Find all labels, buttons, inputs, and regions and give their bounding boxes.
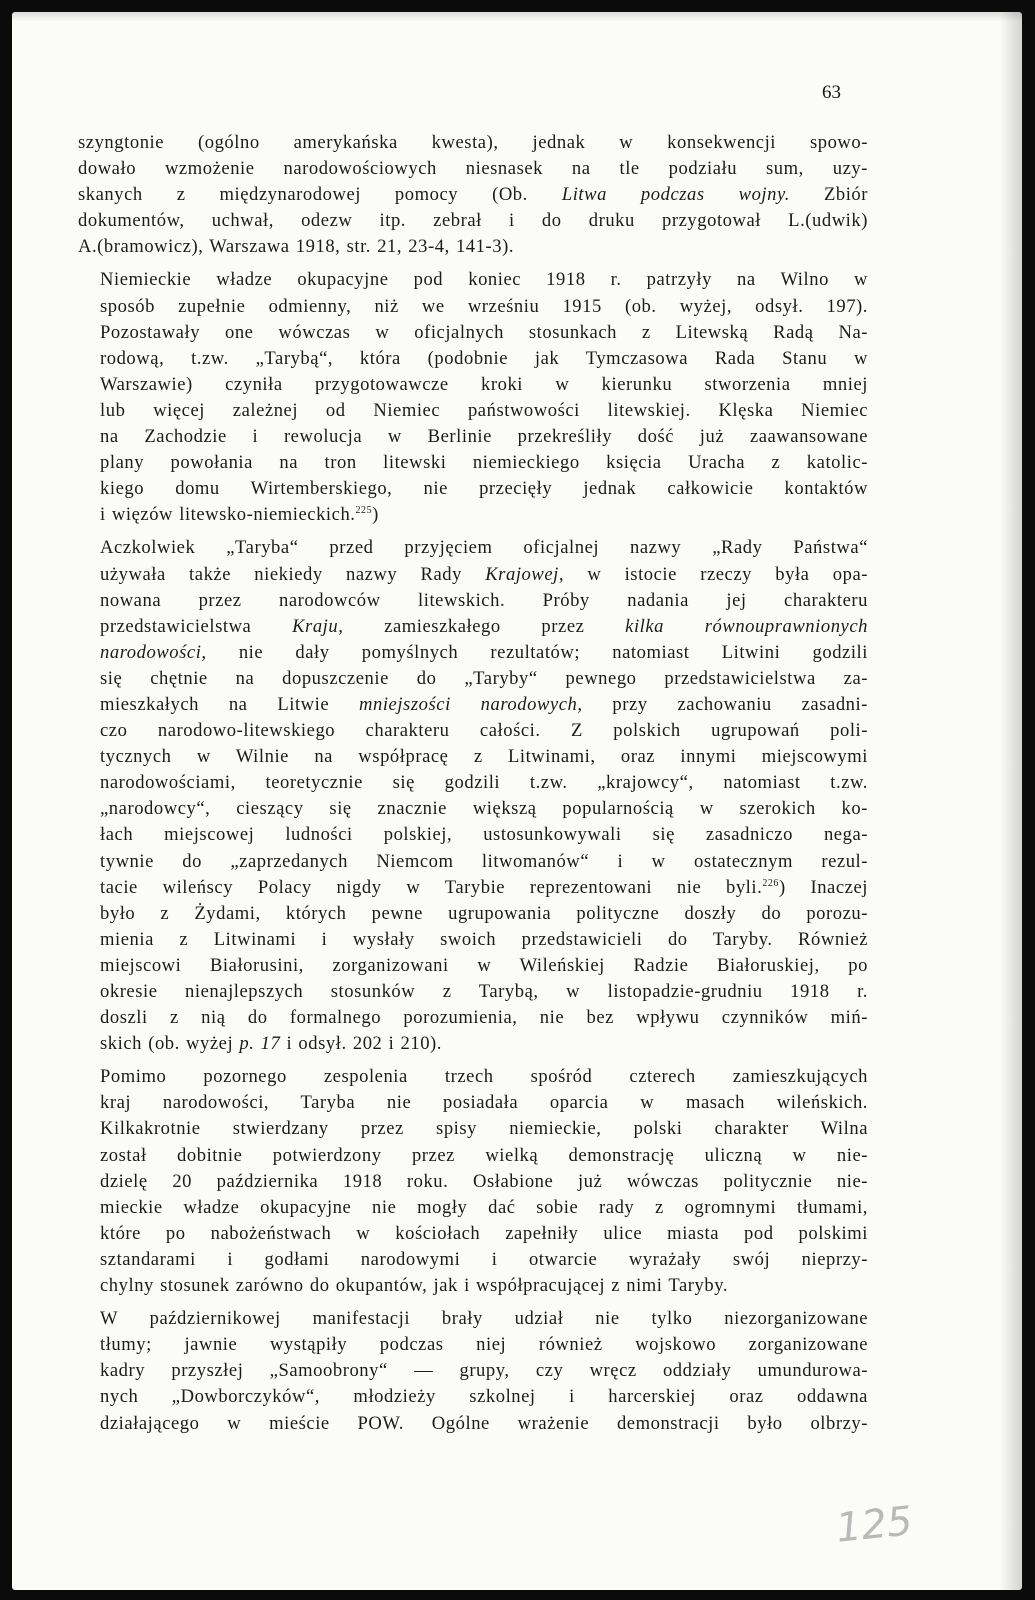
text-line: Warszawie) czyniła przygotowawcze kroki w kierunku stworzenia mniej — [100, 373, 868, 395]
text-line: rodową, t.zw. „Tarybą“, która (podobnie jak Tymczasowa Rada Stanu w — [100, 347, 868, 369]
text-line: tłumy; jawnie wystąpiły podczas niej również wojskowo zorganizowane — [100, 1334, 868, 1356]
text-line: Pomimo pozornego zespolenia trzech spośród czterech zamieszkujących — [100, 1066, 868, 1088]
text-line: chylny stosunek zarówno do okupantów, jak i współpracującej z nimi Taryby. — [100, 1275, 729, 1297]
text-line: Pozostawały one wówczas w oficjalnych stosunkach z Litewską Radą Na- — [100, 321, 868, 343]
text-line: skanych z międzynarodowej pomocy (Ob. Litwa podczas wojny. Zbiór — [78, 184, 869, 206]
text-line: okresie nienajlepszych stosunków z Tarybą, w listopadzie-grudniu 1918 r. — [100, 981, 868, 1002]
page-top-shadow — [12, 12, 1022, 22]
paragraph — [78, 1064, 868, 1299]
footnote-marker: 225 — [355, 505, 373, 517]
text-line: tywnie do „zaprzedanych Niemcom litwomanów“ i w ostatecznym rezul- — [100, 850, 868, 872]
text-line: Niemieckie władze okupacyjne pod koniec 1918 r. patrzyły na Wilno w — [100, 269, 868, 291]
text-line: dzielę 20 października 1918 roku. Osłabione już wówczas politycznie nie- — [100, 1170, 868, 1192]
footnote-marker: 226 — [762, 877, 779, 889]
text-line: „narodowcy“, cieszący się znacznie większą popularnością w szerokich ko- — [100, 798, 868, 820]
text-line: i więzów litewsko-niemieckich.$^{225}$) — [100, 504, 379, 526]
paragraph — [78, 1306, 868, 1436]
text-line: kiego domu Wirtemberskiego, nie przecięły jednak całkowicie kontaktów — [100, 478, 868, 500]
text-line: łach miejscowej ludności polskiej, ustosunkowywali się zasadniczo nega- — [100, 824, 868, 846]
page-edge-shadow — [1000, 12, 1022, 1590]
text-line: dokumentów, uchwał, odezw itp. zebrał i do druku przygotował L.(udwik) — [78, 210, 868, 232]
text-line: sztandarami i godłami narodowymi i otwarcie wyrażały swój nieprzy- — [100, 1248, 868, 1270]
italic-text: mniejszości narodowych, — [359, 693, 583, 715]
text-line: mieckie władze okupacyjne nie mogły dać sobie rady z ogromnymi tłumami, — [100, 1196, 868, 1218]
text-line: A.(bramowicz), Warszawa 1918, str. 21, 23-4, 141-3). — [78, 236, 515, 258]
text-line: nowana przez narodowców litewskich. Próby nadania jej charakteru — [100, 589, 868, 611]
handwritten-page-note: 125 — [833, 1498, 915, 1552]
italic-text: Krajowej, — [485, 563, 565, 585]
text-line: dowało wzmożenie narodowościowych niesnasek na tle podziału sum, uzy- — [78, 158, 868, 180]
text-line: Kilkakrotnie stwierdzany przez spisy niemieckie, polski charakter Wilna — [100, 1118, 868, 1140]
italic-text: narodowości, — [100, 641, 207, 663]
text-line: używała także niekiedy nazwy Rady Krajowej, w istocie rzeczy była opa- — [100, 563, 868, 585]
text-line: lub więcej zależnej od Niemiec państwowości litewskiej. Klęska Niemiec — [100, 399, 868, 421]
text-line: kraj narodowości, Taryba nie posiadała oparcia w masach wileńskich. — [100, 1092, 868, 1114]
text-line: się chętnie na dopuszczenie do „Taryby“ pewnego przedstawicielstwa za- — [100, 667, 868, 689]
text-line: nych „Dowborczyków“, młodzieży szkolnej i harcerskiej oraz oddawna — [100, 1386, 868, 1408]
italic-text: Kraju, — [292, 615, 344, 637]
text-line: kadry przyszłej „Samoobrony“ — grupy, czy wręcz oddziały umundurowa- — [100, 1360, 868, 1382]
text-line: było z Żydami, których pewne ugrupowania polityczne doszły do porozu- — [100, 902, 868, 924]
text-line: mieszkałych na Litwie mniejszości narodowych, przy zachowaniu zasadni- — [100, 693, 868, 715]
text-line: narodowościami, teoretycznie się godzili t.zw. „krajowcy“, natomiast t.zw. — [100, 772, 868, 794]
paragraph — [78, 267, 868, 528]
text-line: na Zachodzie i rewolucja w Berlinie przekreśliły dość już zaawansowane — [100, 426, 868, 448]
text-line: czo narodowo-litewskiego charakteru całości. Z polskich ugrupowań poli- — [100, 720, 868, 742]
text-line: narodowości, nie dały pomyślnych rezultatów; natomiast Litwini godzili — [100, 641, 868, 663]
italic-text: p. 17 — [239, 1033, 281, 1055]
text-line: skich (ob. wyżej p. 17 i odsył. 202 i 210). — [100, 1033, 442, 1055]
text-line: sposób zupełnie odmienny, niż we wrześniu 1915 (ob. wyżej, odsył. 197). — [100, 295, 868, 317]
text-line: plany powołania na tron litewski niemieckiego księcia Uracha z katolic- — [100, 452, 868, 474]
text-line: został dobitnie potwierdzony przez wielką demonstrację uliczną w nie- — [100, 1144, 868, 1166]
text-line: miejscowi Białorusini, zorganizowani w Wileńskiej Radzie Białoruskiej, po — [100, 954, 868, 976]
paragraph — [78, 535, 868, 1057]
text-line: które po nabożeństwach w kościołach zapełniły ulice miasta pod polskimi — [100, 1222, 868, 1244]
text-line: mienia z Litwinami i wysłały swoich przedstawicieli do Taryby. Również — [100, 928, 868, 950]
text-line: tacie wileńscy Polacy nigdy w Tarybie reprezentowani nie byli.$^{226}$) Inaczej — [100, 876, 868, 898]
text-line: działającego w mieście POW. Ogólne wrażenie demonstracji było olbrzy- — [100, 1412, 868, 1434]
text-line: przedstawicielstwa Kraju, zamieszkałego przez kilka równouprawnionych — [100, 615, 868, 637]
page-number: 63 — [822, 82, 841, 103]
text-line: Aczkolwiek „Taryba“ przed przyjęciem oficjalnej nazwy „Rady Państwa“ — [100, 537, 868, 559]
body-text — [78, 130, 868, 1437]
document-page — [12, 12, 1022, 1590]
italic-text: kilka równouprawnionych — [625, 615, 868, 637]
italic-text: Litwa podczas wojny. — [561, 184, 790, 206]
text-line: szyngtonie (ogólno amerykańska kwesta), jednak w konsekwencji spowo- — [78, 132, 868, 153]
text-line: tycznych w Wilnie na współpracę z Litwinami, oraz innymi miejscowymi — [100, 746, 868, 768]
text-line: W październikowej manifestacji brały udział nie tylko niezorganizowane — [100, 1308, 868, 1330]
paragraph — [78, 130, 868, 260]
text-line: doszli z nią do formalnego porozumienia, nie bez wpływu czynników miń- — [100, 1007, 868, 1029]
